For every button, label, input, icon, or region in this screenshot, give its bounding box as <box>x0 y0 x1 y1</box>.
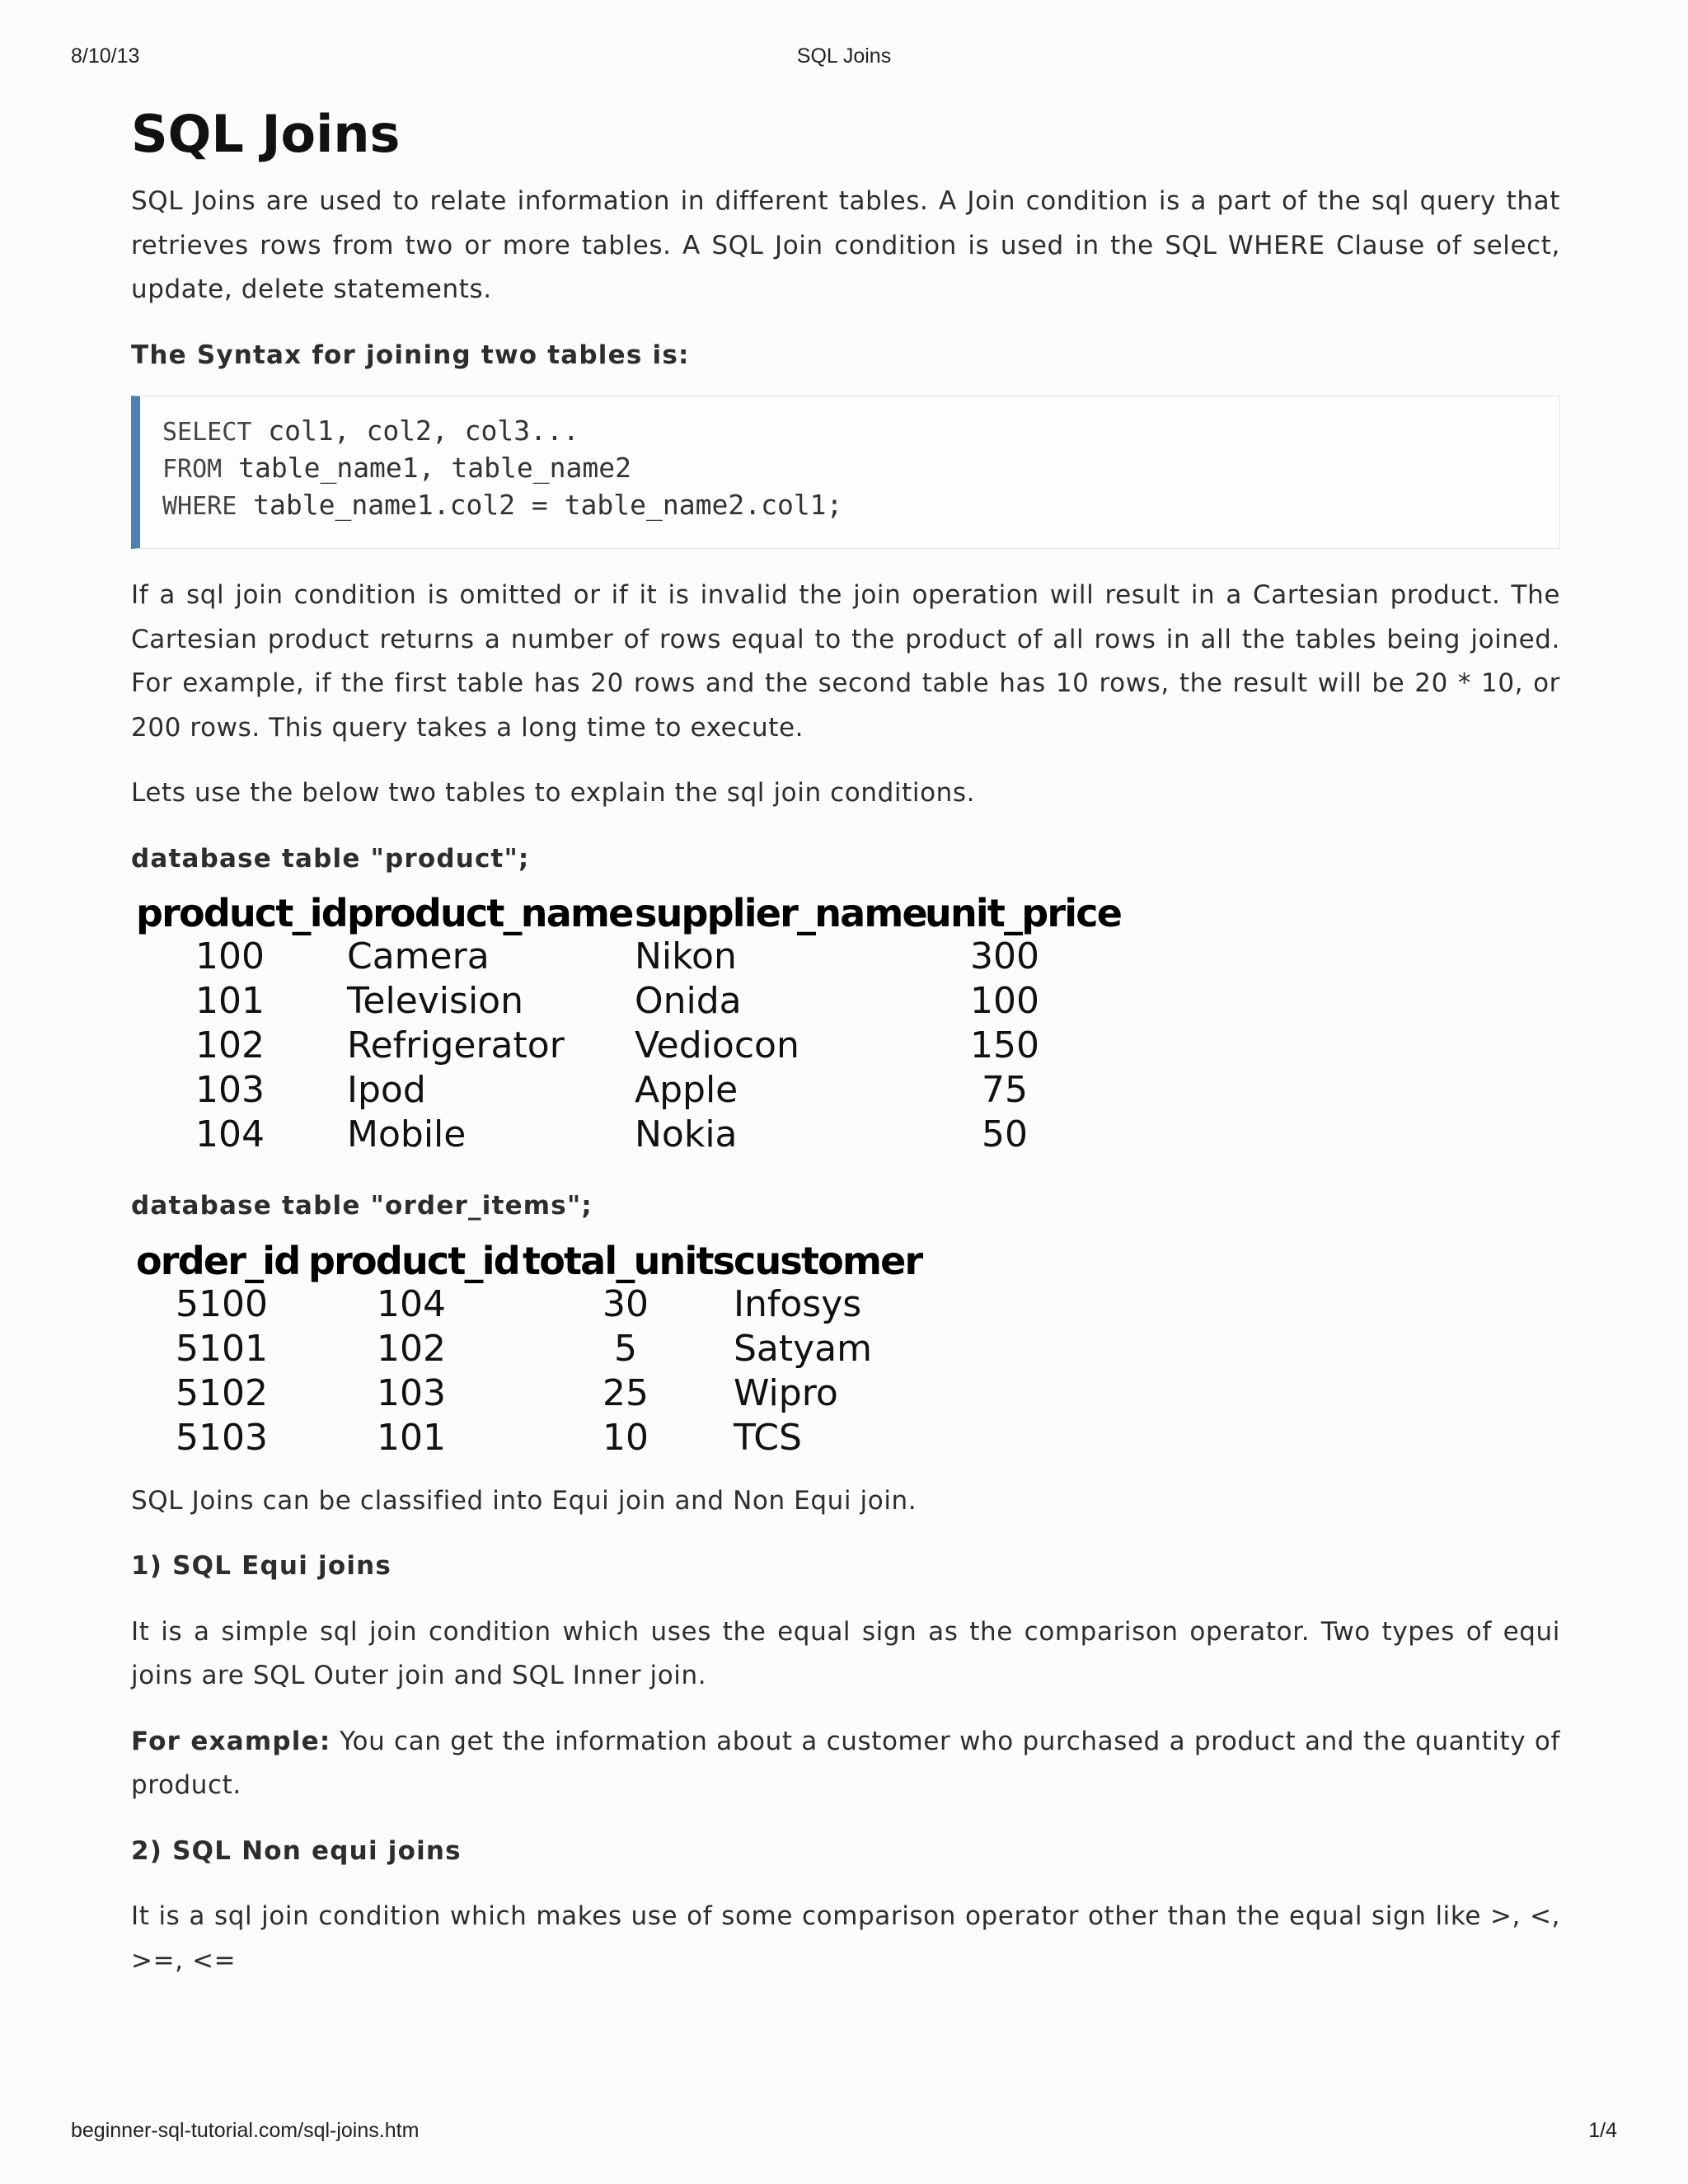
code-line-1: SELECT col1, col2, col3... <box>162 415 579 447</box>
article <box>131 99 1560 1983</box>
product-col-header: supplier_name <box>635 891 926 935</box>
table-cell: Television <box>347 980 523 1022</box>
order-col-header: product_id <box>308 1238 519 1283</box>
table-cell: 300 <box>970 935 1039 977</box>
table-cell: 100 <box>970 980 1039 1022</box>
table-cell: 5100 <box>176 1282 268 1325</box>
product-table-heading: database table "product"; <box>131 843 530 874</box>
print-footer <box>71 2119 1617 2145</box>
print-page-title: SQL Joins <box>796 45 892 68</box>
order-table-heading: database table "order_items"; <box>131 1191 593 1221</box>
page-title: SQL Joins <box>131 104 401 164</box>
table-cell: 150 <box>970 1024 1039 1066</box>
table-cell: Satyam <box>734 1327 873 1370</box>
example-label: For example: <box>131 1726 331 1756</box>
order-items-table <box>131 1239 1560 1465</box>
example-paragraph <box>131 1720 1560 1808</box>
table-cell: TCS <box>734 1416 802 1459</box>
table-cell: 100 <box>195 935 265 977</box>
table-cell: Ipod <box>347 1069 426 1111</box>
table-cell: Refrigerator <box>347 1024 565 1066</box>
table-cell: 101 <box>195 980 265 1022</box>
table-cell: 5102 <box>176 1371 268 1414</box>
table-cell: Nokia <box>635 1113 738 1155</box>
print-date: 8/10/13 <box>71 45 140 68</box>
table-cell: Infosys <box>734 1282 862 1325</box>
intro-paragraph: SQL Joins are used to relate information in different tables. A Join condition is a part of the sql query that retrieves rows from two or more tables. A SQL Join condition is used in the SQL WHERE Clause of select, update, delete statements. <box>131 186 1560 304</box>
order-col-header: customer <box>734 1238 922 1283</box>
table-cell: Onida <box>635 980 742 1022</box>
equi-heading: 1) SQL Equi joins <box>131 1551 392 1581</box>
table-cell: 30 <box>603 1282 649 1325</box>
table-cell: Nikon <box>635 935 737 977</box>
cartesian-paragraph: If a sql join condition is omitted or if it is invalid the join operation will result in a Cartesian product. The Cartesian product returns a number of rows equal to the product of all rows in all the tables being joined. For example, if the first table has 20 rows and the second table has 10 rows, the result will be 20 * 10, or 200 rows. This query takes a long time to execute. <box>131 580 1560 743</box>
print-url: beginner-sql-tutorial.com/sql-joins.htm <box>71 2119 420 2142</box>
classified-paragraph: SQL Joins can be classified into Equi join and Non Equi join. <box>131 1485 917 1516</box>
print-header <box>71 45 1617 71</box>
table-cell: 103 <box>195 1069 265 1111</box>
code-line-3: WHERE table_name1.col2 = table_name2.col1; <box>162 489 843 521</box>
nonequi-paragraph: It is a sql join condition which makes use of some comparison operator other than the equal sign like >, <, >=, <= <box>131 1901 1560 1975</box>
table-cell: Vediocon <box>635 1024 799 1066</box>
table-cell: 5 <box>614 1327 637 1370</box>
table-cell: Mobile <box>347 1113 467 1155</box>
table-cell: 102 <box>377 1327 446 1370</box>
table-cell: 103 <box>377 1371 446 1414</box>
product-col-header: product_name <box>347 891 633 935</box>
table-cell: 5103 <box>176 1416 268 1459</box>
table-cell: 10 <box>603 1416 649 1459</box>
syntax-heading: The Syntax for joining two tables is: <box>131 340 690 370</box>
equi-paragraph: It is a simple sql join condition which uses the equal sign as the comparison operator. Two types of equi joins are SQL Outer join and SQL Inner join. <box>131 1616 1560 1690</box>
product-table <box>131 891 1560 1163</box>
table-cell: 104 <box>377 1282 446 1325</box>
nonequi-heading: 2) SQL Non equi joins <box>131 1835 462 1866</box>
table-cell: Wipro <box>734 1371 838 1414</box>
print-page-number: 1/4 <box>1588 2119 1617 2142</box>
order-col-header: total_units <box>523 1238 734 1283</box>
table-cell: 102 <box>195 1024 265 1066</box>
code-block <box>131 396 1560 549</box>
table-cell: 25 <box>603 1371 649 1414</box>
table-cell: Apple <box>635 1069 738 1111</box>
order-col-header: order_id <box>136 1238 300 1283</box>
table-cell: 75 <box>982 1069 1028 1111</box>
table-cell: 101 <box>377 1416 446 1459</box>
table-cell: 104 <box>195 1113 265 1155</box>
example-text: You can get the information about a customer who purchased a product and the quantity of product. <box>131 1726 1560 1800</box>
product-col-header: product_id <box>136 891 347 935</box>
code-line-2: FROM table_name1, table_name2 <box>162 452 631 484</box>
table-cell: 5101 <box>176 1327 268 1370</box>
product-col-header: unit_price <box>925 891 1122 935</box>
table-cell: Camera <box>347 935 490 977</box>
table-cell: 50 <box>982 1113 1028 1155</box>
tables-intro: Lets use the below two tables to explain the sql join conditions. <box>131 778 976 808</box>
